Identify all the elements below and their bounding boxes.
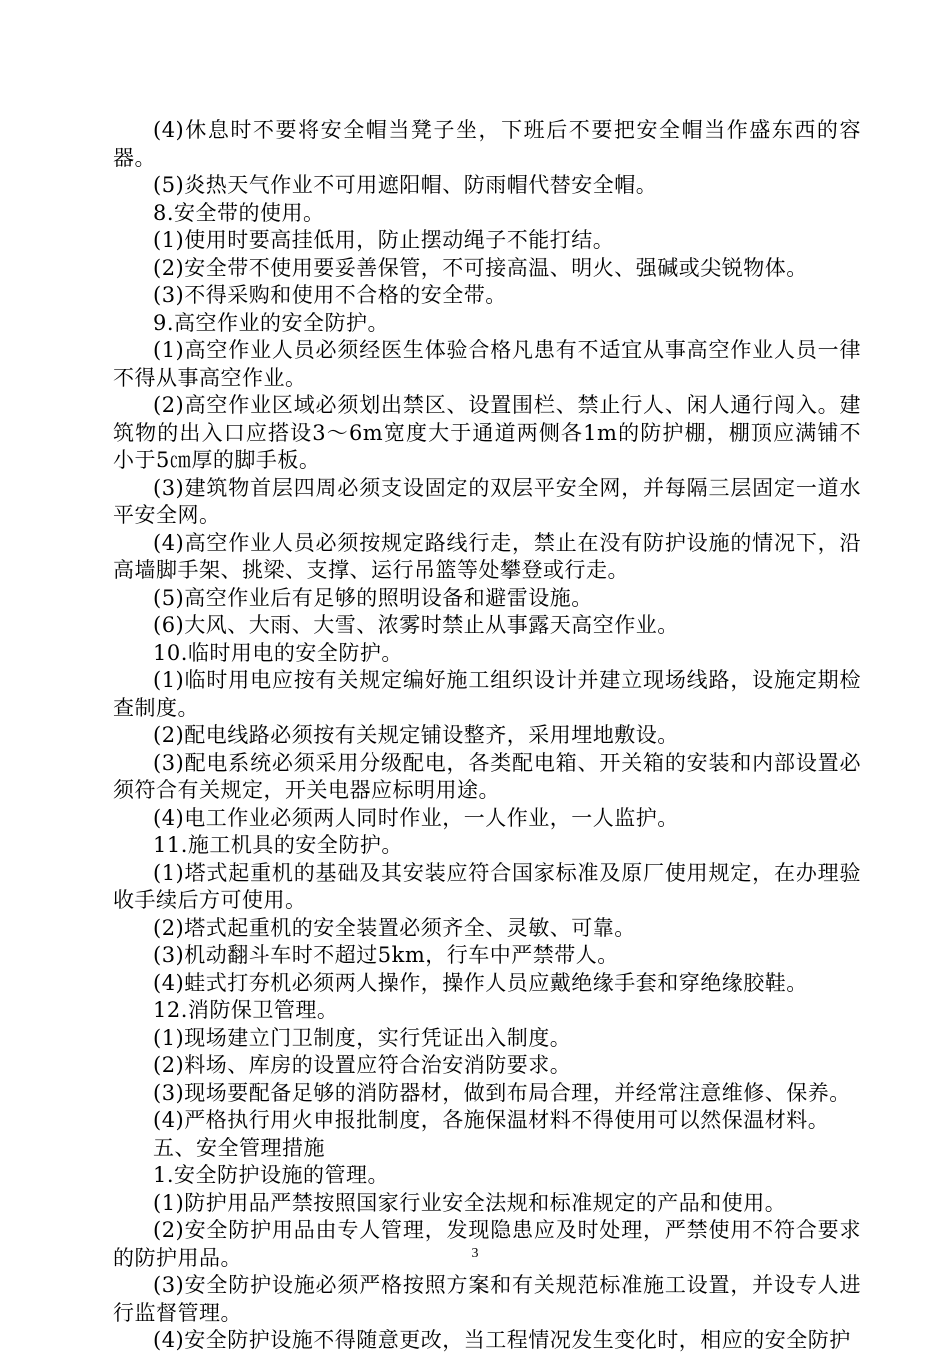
paragraph: (1)使用时要高挂低用，防止摆动绳子不能打结。 <box>153 228 615 252</box>
paragraph: (3)建筑物首层四周必须支设固定的双层平安全网，并每隔三层固定一道水平安全网。 <box>113 475 861 527</box>
page-number: 3 <box>471 1246 479 1261</box>
paragraph: (1)塔式起重机的基础及其安装应符合国家标准及原厂使用规定，在办理验收手续后方可使用。 <box>113 860 861 912</box>
document-body <box>113 117 861 1355</box>
section-heading: 12.消防保卫管理。 <box>153 998 339 1022</box>
paragraph: (3)配电系统必须采用分级配电，各类配电箱、开关箱的安装和内部设置必须符合有关规定，开关电器应标明用途。 <box>113 750 861 802</box>
paragraph: (3)不得采购和使用不合格的安全带。 <box>153 283 507 307</box>
paragraph: (2)安全带不使用要妥善保管，不可接高温、明火、强碱或尖锐物体。 <box>153 255 808 280</box>
paragraph: (3)安全防护设施必须严格按照方案和有关规范标准施工设置，并设专人进行监督管理。 <box>113 1273 861 1325</box>
paragraph: (4)休息时不要将安全帽当凳子坐，下班后不要把安全帽当作盛东西的容器。 <box>113 118 861 170</box>
paragraph: (1)临时用电应按有关规定编好施工组织设计并建立现场线路，设施定期检查制度。 <box>113 668 861 720</box>
paragraph: (4)电工作业必须两人同时作业，一人作业，一人监护。 <box>153 805 679 830</box>
paragraph: (5)高空作业后有足够的照明设备和避雷设施。 <box>153 585 593 610</box>
paragraph: (3)现场要配备足够的消防器材，做到布局合理，并经常注意维修、保养。 <box>153 1080 851 1105</box>
paragraph: (1)现场建立门卫制度，实行凭证出入制度。 <box>153 1025 572 1050</box>
paragraph: (1)防护用品严禁按照国家行业安全法规和标准规定的产品和使用。 <box>153 1190 787 1215</box>
paragraph: (2)料场、库房的设置应符合治安消防要求。 <box>153 1053 572 1077</box>
section-heading: 1.安全防护设施的管理。 <box>153 1163 390 1187</box>
paragraph: (2)安全防护用品由专人管理，发现隐患应及时处理，严禁使用不符合要求的防护用品。 <box>113 1218 861 1270</box>
paragraph: (2)配电线路必须按有关规定铺设整齐，采用埋地敷设。 <box>153 723 679 747</box>
paragraph: (6)大风、大雨、大雪、浓雾时禁止从事露天高空作业。 <box>153 613 679 637</box>
paragraph: (4)严格执行用火申报批制度，各施保温材料不得使用可以然保温材料。 <box>153 1108 830 1132</box>
paragraph: (4)安全防护设施不得随意更改，当工程情况发生变化时，相应的安全防护 <box>153 1328 851 1352</box>
paragraph: (5)炎热天气作业不可用遮阳帽、防雨帽代替安全帽。 <box>153 173 658 197</box>
section-heading: 8.安全带的使用。 <box>153 200 325 225</box>
section-heading: 10.临时用电的安全防护。 <box>153 640 403 665</box>
paragraph: (1)高空作业人员必须经医生体验合格凡患有不适宜从事高空作业人员一律不得从事高空作业。 <box>113 338 861 390</box>
chapter-heading: 五、安全管理措施 <box>153 1135 325 1160</box>
paragraph: (2)高空作业区域必须划出禁区、设置围栏、禁止行人、闲人通行闯入。建筑物的出入口应搭设3～6m宽度大于通道两侧各1m的防护棚，棚顶应满铺不小于5㎝厚的脚手板。 <box>113 393 861 472</box>
paragraph: (4)蛙式打夯机必须两人操作，操作人员应戴绝缘手套和穿绝缘胶鞋。 <box>153 970 808 995</box>
paragraph: (4)高空作业人员必须按规定路线行走，禁止在没有防护设施的情况下，沿高墙脚手架、挑梁、支撑、运行吊篮等处攀登或行走。 <box>113 530 861 582</box>
section-heading: 9.高空作业的安全防护。 <box>153 310 390 335</box>
paragraph: (3)机动翻斗车时不超过5km，行车中严禁带人。 <box>153 943 619 967</box>
paragraph: (2)塔式起重机的安全装置必须齐全、灵敏、可靠。 <box>153 915 636 940</box>
section-heading: 11.施工机具的安全防护。 <box>153 833 403 857</box>
